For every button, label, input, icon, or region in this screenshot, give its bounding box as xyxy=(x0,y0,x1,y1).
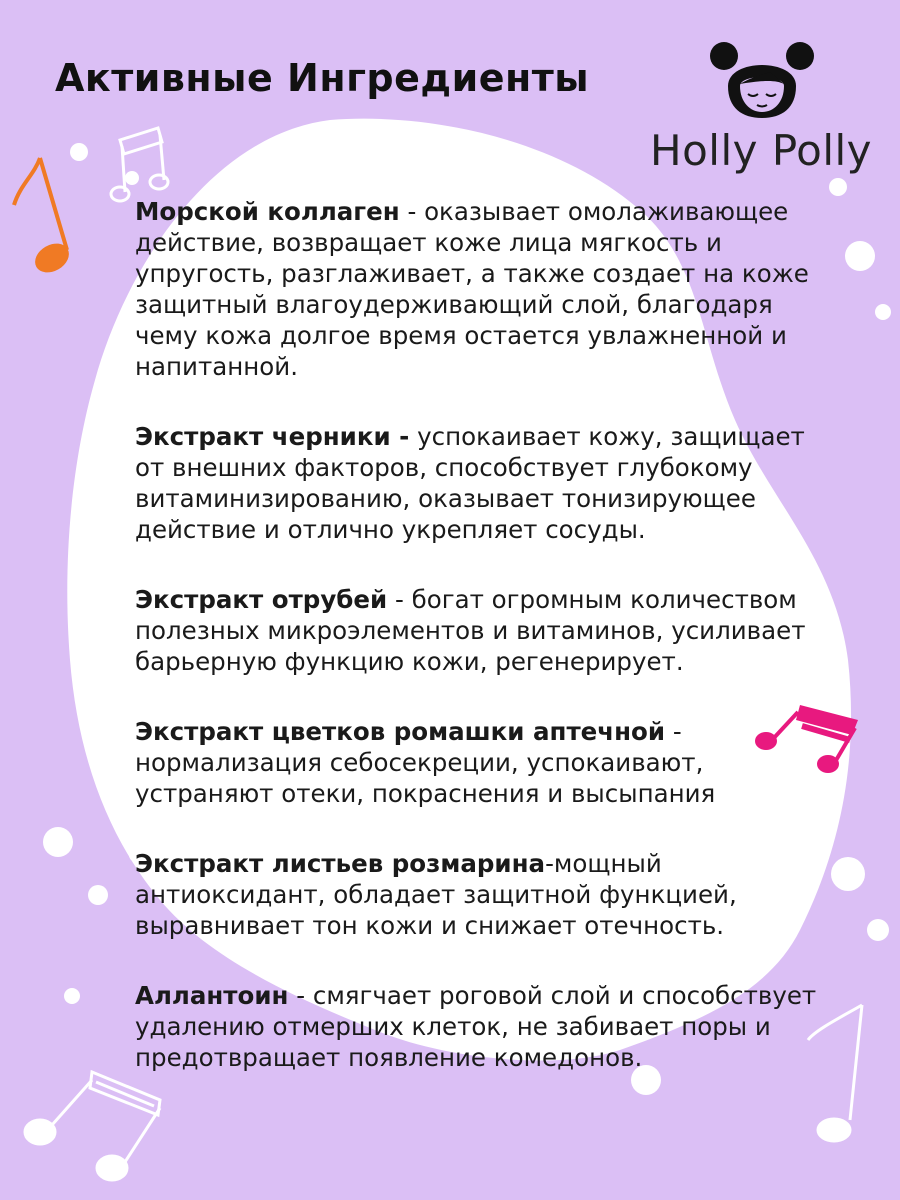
brand-name: Holly Polly xyxy=(650,126,873,175)
ingredient-name: Аллантоин xyxy=(135,981,289,1010)
ingredient-name: Экстракт черники - xyxy=(135,422,410,451)
ingredient-name: Морской коллаген xyxy=(135,197,400,226)
ingredient-item xyxy=(135,421,825,545)
ingredient-description: успокаивает кожу, защищает от внешних факторов, способствует глубокому витаминизированию, оказывает тонизирующее действие и отлично укрепляет сосуды. xyxy=(135,422,805,544)
ingredient-name: Экстракт листьев розмарина xyxy=(135,849,546,878)
page-title: Активные Ингредиенты xyxy=(55,56,590,100)
ingredient-item xyxy=(135,584,825,677)
ingredient-description: -мощный антиоксидант, обладает защитной функцией, выравнивает тон кожи и снижает отечность. xyxy=(135,849,737,940)
ingredient-description: - смягчает роговой слой и способствует удалению отмерших клеток, не забивает поры и предотвращает появление комедонов. xyxy=(135,981,817,1072)
white-double-note-icon xyxy=(111,128,168,201)
ingredient-item xyxy=(135,716,825,809)
ingredient-description: - богат огромным количеством полезных микроэлементов и витаминов, усиливает барьерную функцию кожи, регенерирует. xyxy=(135,585,806,676)
ingredient-list xyxy=(135,196,825,1112)
ingredient-item xyxy=(135,980,825,1073)
orange-music-note-icon xyxy=(14,158,74,278)
ingredient-name: Экстракт цветков ромашки аптечной xyxy=(135,717,666,746)
ingredient-description: - нормализация себосекреции, успокаивают, устраняют отеки, покраснения и высыпания xyxy=(135,717,716,808)
girl-face-icon xyxy=(710,38,814,118)
brand-logo xyxy=(650,38,880,178)
ingredient-name: Экстракт отрубей xyxy=(135,585,388,614)
ingredient-description: - оказывает омолаживающее действие, возвращает коже лица мягкость и упругость, разглаживает, а также создает на коже защитный влагоудерживающий слой, благодаря чему кожа долгое время остается увлажненной и напитанной. xyxy=(135,197,809,381)
ingredient-item xyxy=(135,848,825,941)
ingredient-item xyxy=(135,196,825,382)
